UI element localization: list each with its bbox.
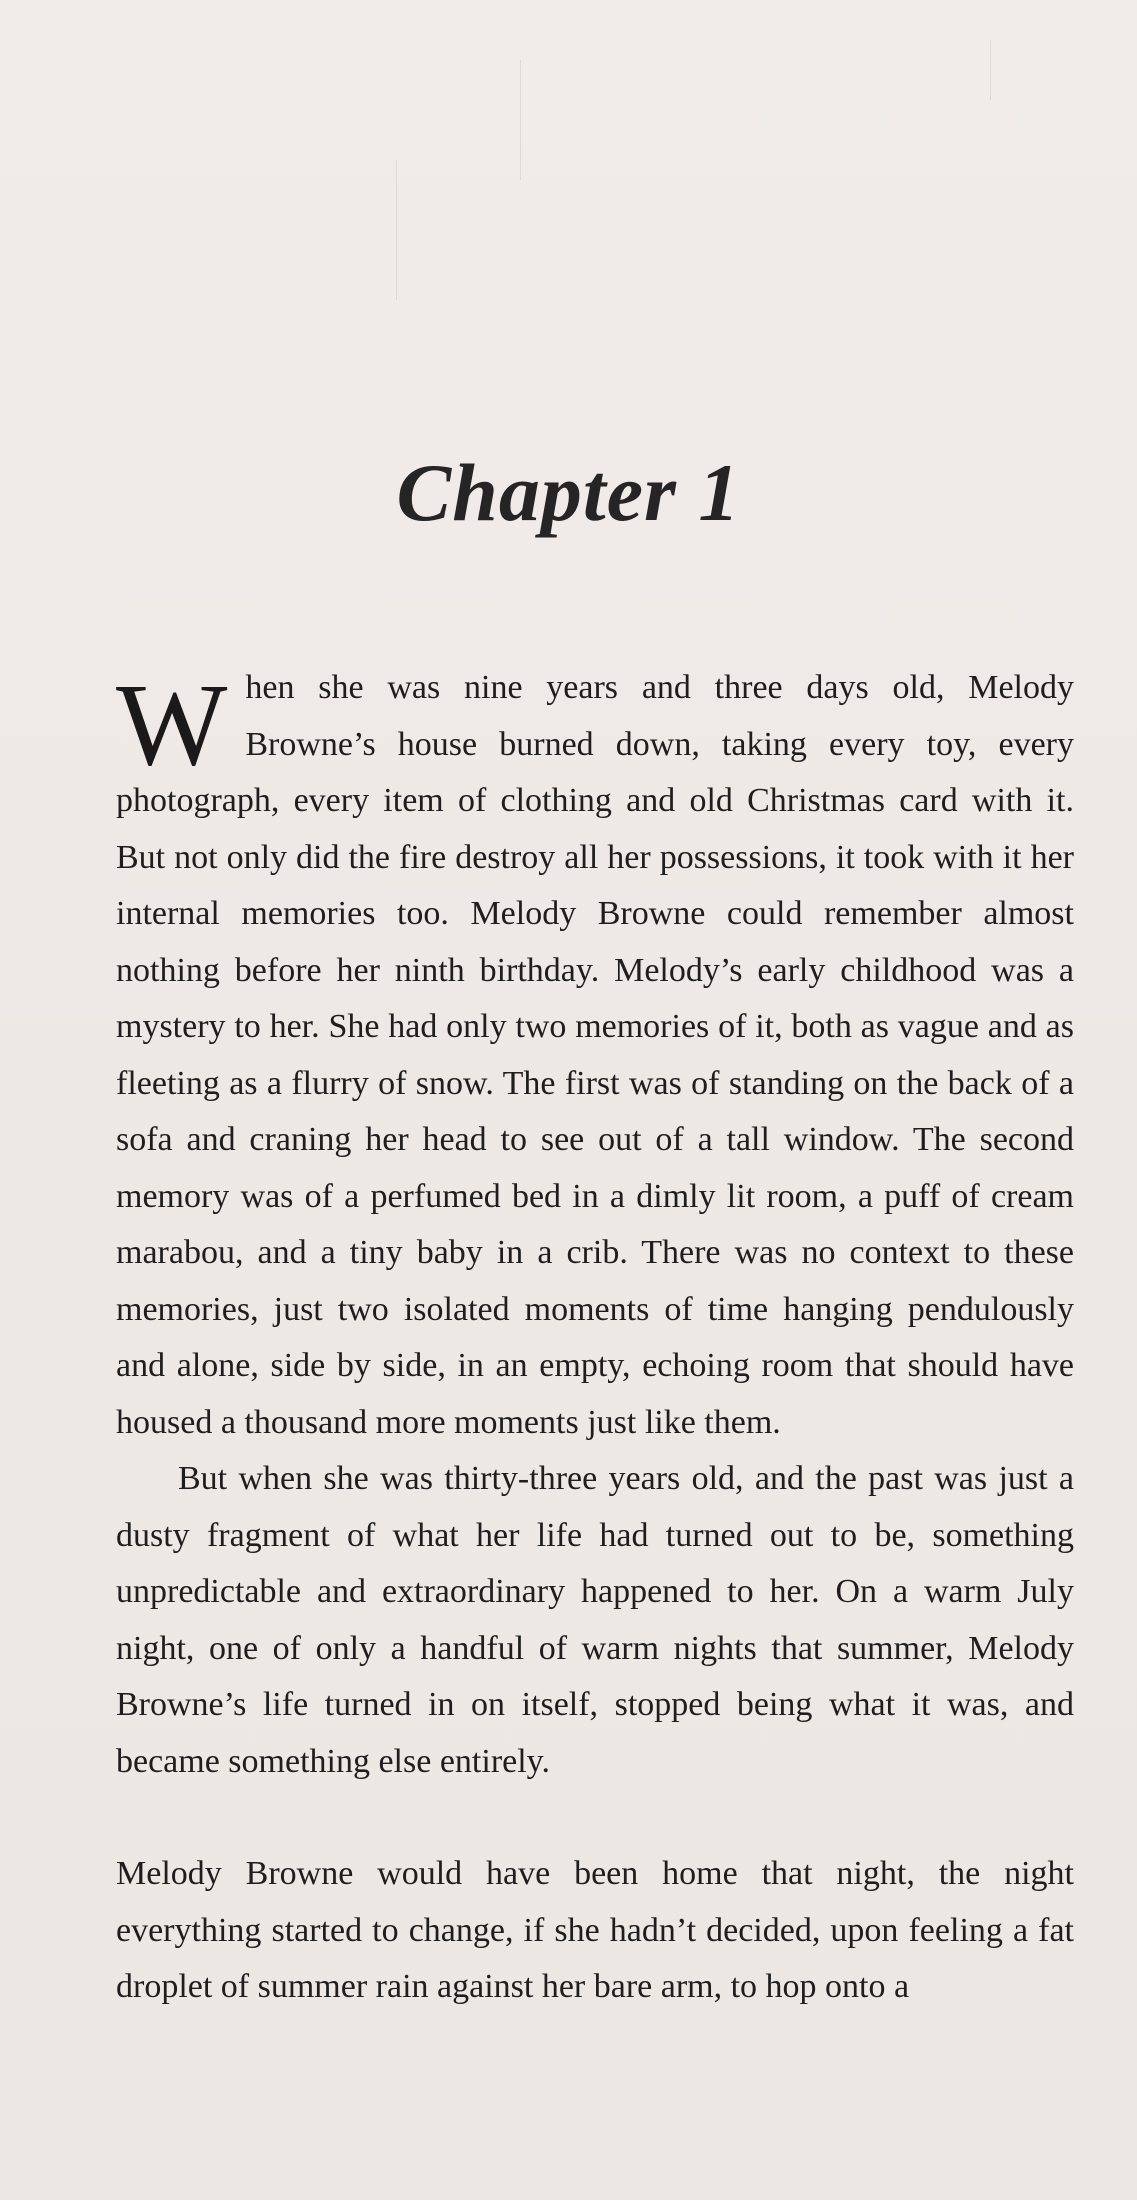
paragraph-1 bbox=[116, 660, 1074, 1451]
paragraph-2: But when she was thirty-three years old, and the past was just a dusty fragment of what her life had turned out to be, something unpredictable and extraordinary happened to her. On a warm July night, one of only a handful of warm nights that summer, Melody Browne’s life turned in on itself, stopped being what it was, and became something else entirely. bbox=[116, 1460, 1074, 1780]
paragraph-3: Melody Browne would have been home that night, the night everything started to change, if she hadn’t decided, upon feeling a fat droplet of summer rain against her bare arm, to hop onto a bbox=[116, 1855, 1074, 2005]
scan-artifact-line bbox=[990, 40, 991, 100]
chapter-body bbox=[116, 660, 1074, 2016]
section-break bbox=[116, 1790, 1074, 1846]
drop-cap: W bbox=[116, 659, 228, 790]
paragraph-1-text: hen she was nine years and three days old, Melody Browne’s house burned down, taking every toy, every photograph, every item of clothing and old Christmas card with it. But not only did the fire destroy all her possessions, it took with it her internal memories too. Melody Browne could remember almost nothing before her ninth birthday. Melody’s early childhood was a mystery to her. She had only two memories of it, both as vague and as fleeting as a flurry of snow. The first was of standing on the back of a sofa and craning her head to see out of a tall window. The second memory was of a perfumed bed in a dimly lit room, a puff of cream marabou, and a tiny baby in a crib. There was no context to these memories, just two isolated moments of time hanging pendulously and alone, side by side, in an empty, echoing room that should have housed a thousand more moments just like them. bbox=[116, 669, 1074, 1441]
chapter-title: Chapter 1 bbox=[396, 446, 741, 538]
scan-artifact-line bbox=[520, 60, 521, 180]
scan-artifact-line bbox=[396, 160, 397, 300]
